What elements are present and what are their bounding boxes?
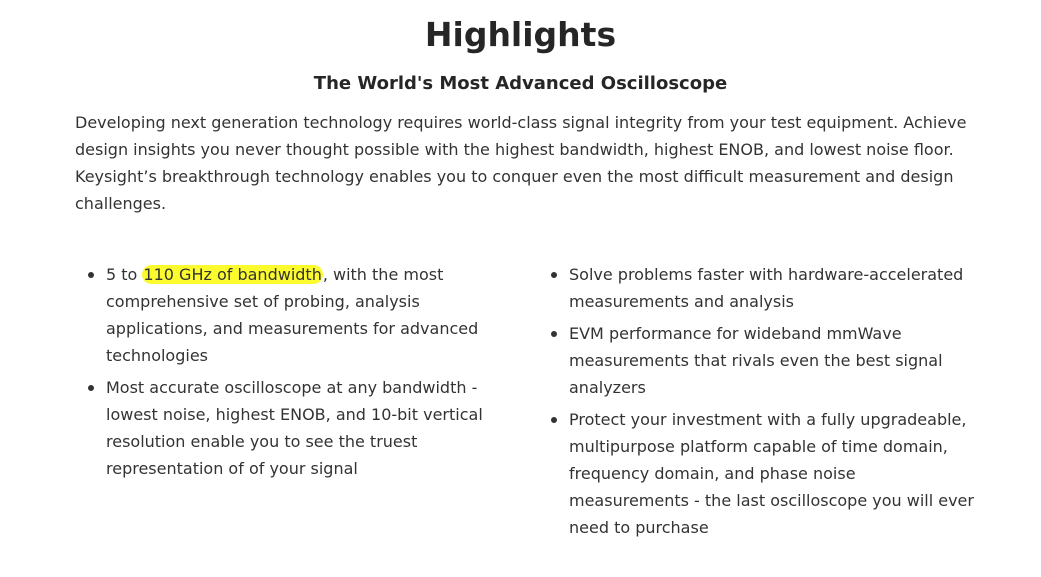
bullet-icon <box>88 272 94 278</box>
item-text-prefix: 5 to <box>106 265 143 284</box>
intro-paragraph: Developing next generation technology requires world-class signal integrity from your test equipment. Achieve design insights you never thought possible with the highest bandwidth, highest ENOB, and lowest noise floor. Keysight’s breakthrough technology enables you to conquer even the most difficult measurement and design challenges. <box>75 113 967 213</box>
list-item <box>86 374 506 482</box>
item-text: Most accurate oscilloscope at any bandwidth - lowest noise, highest ENOB, and 10-bit vertical resolution enable you to see the truest representation of of your signal <box>106 378 483 478</box>
bullet-icon <box>88 385 94 391</box>
item-text: Solve problems faster with hardware-accelerated measurements and analysis <box>569 265 964 311</box>
bullet-icon <box>551 417 557 423</box>
item-text-suffix: , with the most comprehensive set of probing, analysis applications, and measurements for advanced technologies <box>106 265 479 365</box>
list-item <box>549 320 979 401</box>
item-text: Protect your investment with a fully upgradeable, multipurpose platform capable of time domain, frequency domain, and phase noise measurements - the last oscilloscope you will ever need to purchase <box>569 410 974 537</box>
highlights-list-left <box>86 261 506 487</box>
list-item <box>549 261 979 315</box>
section-subtitle: The World's Most Advanced Oscilloscope <box>313 73 728 94</box>
list-item <box>86 261 506 369</box>
bullet-icon <box>551 331 557 337</box>
item-text: EVM performance for wideband mmWave measurements that rivals even the best signal analyzers <box>569 324 943 397</box>
page-title: Highlights <box>424 15 617 54</box>
highlights-list-right <box>549 261 979 546</box>
highlighted-text: 110 GHz of bandwidth <box>143 265 322 284</box>
list-item <box>549 406 979 541</box>
bullet-icon <box>551 272 557 278</box>
